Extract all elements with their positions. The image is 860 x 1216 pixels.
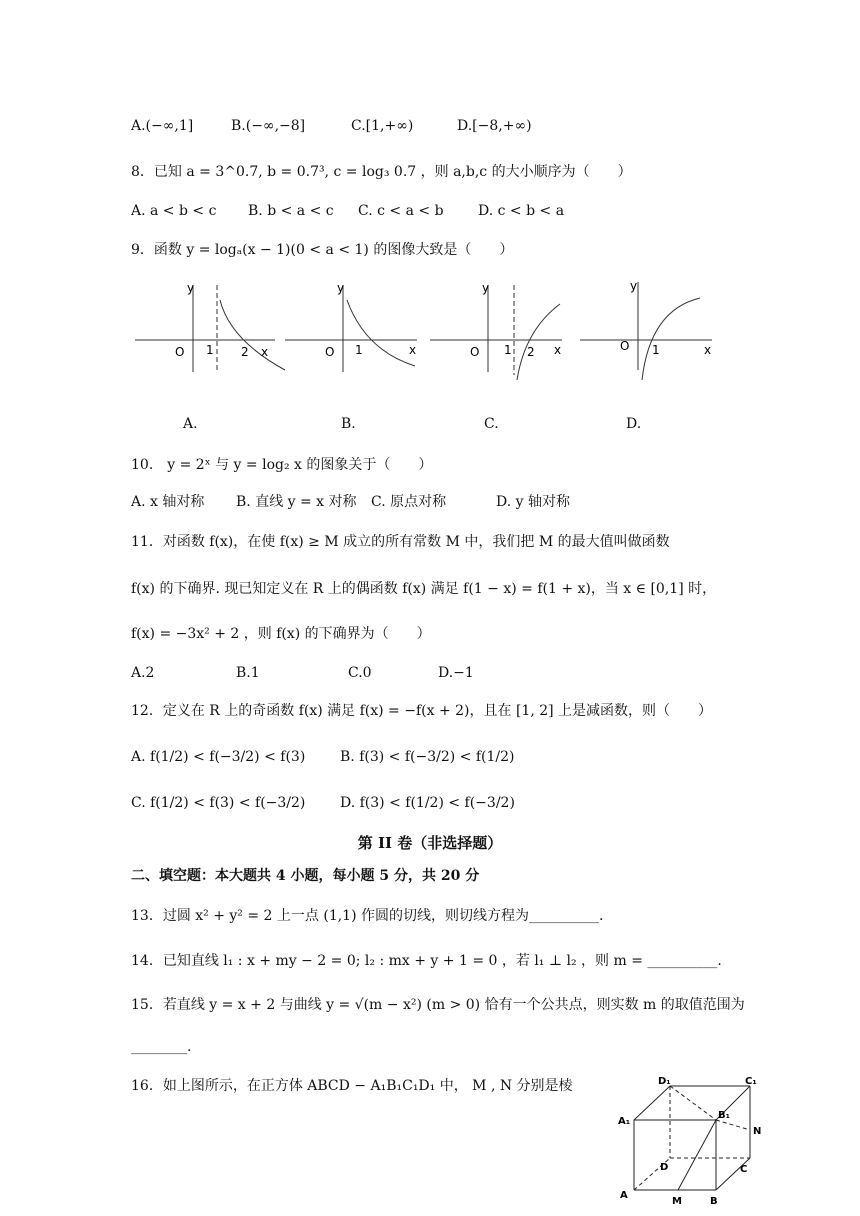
- cube-label-d1: D₁: [658, 1076, 671, 1087]
- q9-a-x-label: x: [261, 345, 269, 359]
- q7-option-b: B.(−∞,−8]: [231, 118, 306, 134]
- cube-label-a1: A₁: [618, 1116, 631, 1127]
- q9-b-origin: O: [325, 345, 335, 359]
- q10-option-b: B. 直线 y = x 对称: [236, 494, 357, 510]
- q11-line-3: f(x) = −3x² + 2 ，则 f(x) 的下确界为（ ）: [131, 626, 431, 642]
- q12-option-a: A. f(1/2) < f(−3/2) < f(3): [131, 749, 306, 765]
- q9-d-origin: O: [620, 339, 630, 353]
- q12-option-c: C. f(1/2) < f(3) < f(−3/2): [131, 795, 306, 811]
- q7-option-d: D.[−8,+∞): [457, 118, 532, 134]
- q8-option-c: C. c < a < b: [358, 203, 444, 219]
- cube-label-c1: C₁: [745, 1076, 757, 1087]
- q9-c-tick-2: 2: [527, 345, 535, 359]
- q9-label-a: A.: [183, 416, 198, 432]
- q9-a-tick-1: 1: [206, 343, 214, 357]
- q9-b-x-label: x: [409, 343, 417, 357]
- q11-option-d: D.−1: [438, 665, 474, 681]
- section-title: 第 II 卷（非选择题）: [357, 834, 503, 852]
- cube-label-b1: B₁: [718, 1110, 731, 1121]
- q9-a-tick-2: 2: [241, 345, 249, 359]
- q9-label-b: B.: [341, 416, 356, 432]
- q9-d-x-label: x: [704, 343, 712, 357]
- q15-line-2: ________.: [131, 1039, 192, 1055]
- q8-option-a: A. a < b < c: [131, 203, 217, 219]
- q10-option-d: D. y 轴对称: [496, 494, 570, 510]
- cube-label-b: B: [710, 1196, 718, 1207]
- fill-in-heading: 二、填空题：本大题共 4 小题，每小题 5 分，共 20 分: [131, 868, 480, 884]
- q11-line-2: f(x) 的下确界. 现已知定义在 R 上的偶函数 f(x) 满足 f(1 − x) = f(1 + x)，当 x ∈ [0,1] 时，: [131, 581, 717, 597]
- q11-line-1: 11．对函数 f(x)，在使 f(x) ≥ M 成立的所有常数 M 中，我们把 M 的最大值叫做函数: [131, 534, 670, 550]
- q9-graph-d: [580, 280, 720, 380]
- q9-b-y-label: y: [337, 281, 345, 295]
- cube-figure: [612, 1074, 772, 1210]
- q9-b-tick-1: 1: [355, 343, 363, 357]
- q9-c-tick-1: 1: [504, 343, 512, 357]
- q11-option-a: A.2: [131, 665, 155, 681]
- q7-option-a: A.(−∞,1]: [131, 118, 194, 134]
- q12-option-d: D. f(3) < f(1/2) < f(−3/2): [340, 795, 515, 811]
- cube-label-n: N: [753, 1126, 762, 1137]
- q13-text: 13．过圆 x² + y² = 2 上一点 (1,1) 作圆的切线，则切线方程为__________.: [131, 908, 604, 924]
- q9-stem: 9．函数 y = logₐ(x − 1)(0 < a < 1) 的图像大致是（ ）: [131, 242, 514, 258]
- q9-c-x-label: x: [554, 343, 562, 357]
- q9-d-tick-1: 1: [652, 343, 660, 357]
- q9-a-y-label: y: [187, 281, 195, 295]
- q9-d-y-label: y: [630, 280, 638, 293]
- cube-label-m: M: [672, 1196, 682, 1207]
- q10-stem: 10. y = 2ˣ 与 y = log₂ x 的图象关于（ ）: [131, 457, 433, 473]
- q12-option-b: B. f(3) < f(−3/2) < f(1/2): [340, 749, 515, 765]
- q8-stem: 8．已知 a = 3^0.7, b = 0.7³, c = log₃ 0.7 ，则 a,b,c 的大小顺序为（ ）: [131, 164, 632, 180]
- q10-option-c: C. 原点对称: [371, 494, 447, 510]
- q11-option-b: B.1: [236, 665, 260, 681]
- q9-label-d: D.: [626, 416, 642, 432]
- cube-label-d: D: [660, 1162, 669, 1173]
- q9-graph-c: [430, 280, 570, 380]
- q9-a-origin: O: [175, 345, 185, 359]
- q9-graph-a: [135, 280, 285, 375]
- cube-label-a: A: [620, 1190, 628, 1201]
- q8-option-b: B. b < a < c: [248, 203, 334, 219]
- q11-option-c: C.0: [348, 665, 372, 681]
- q9-c-origin: O: [470, 345, 480, 359]
- q9-c-y-label: y: [482, 281, 490, 295]
- q7-option-c: C.[1,+∞): [351, 118, 414, 134]
- q14-text: 14．已知直线 l₁ : x + my − 2 = 0; l₂ : mx + y + 1 = 0 ，若 l₁ ⊥ l₂ ，则 m = __________.: [131, 953, 722, 969]
- q8-option-d: D. c < b < a: [478, 203, 565, 219]
- cube-label-c: C: [740, 1164, 748, 1175]
- q10-option-a: A. x 轴对称: [131, 494, 205, 510]
- q9-graph-b: [285, 280, 425, 375]
- q15-line-1: 15．若直线 y = x + 2 与曲线 y = √(m − x²) (m > 0) 恰有一个公共点，则实数 m 的取值范围为: [131, 997, 745, 1013]
- q16-stem: 16．如上图所示，在正方体 ABCD − A₁B₁C₁D₁ 中， M , N 分别是棱: [131, 1078, 573, 1094]
- q12-stem: 12．定义在 R 上的奇函数 f(x) 满足 f(x) = −f(x + 2)，且在 [1, 2] 上是减函数，则（ ）: [131, 703, 713, 719]
- q9-label-c: C.: [484, 416, 499, 432]
